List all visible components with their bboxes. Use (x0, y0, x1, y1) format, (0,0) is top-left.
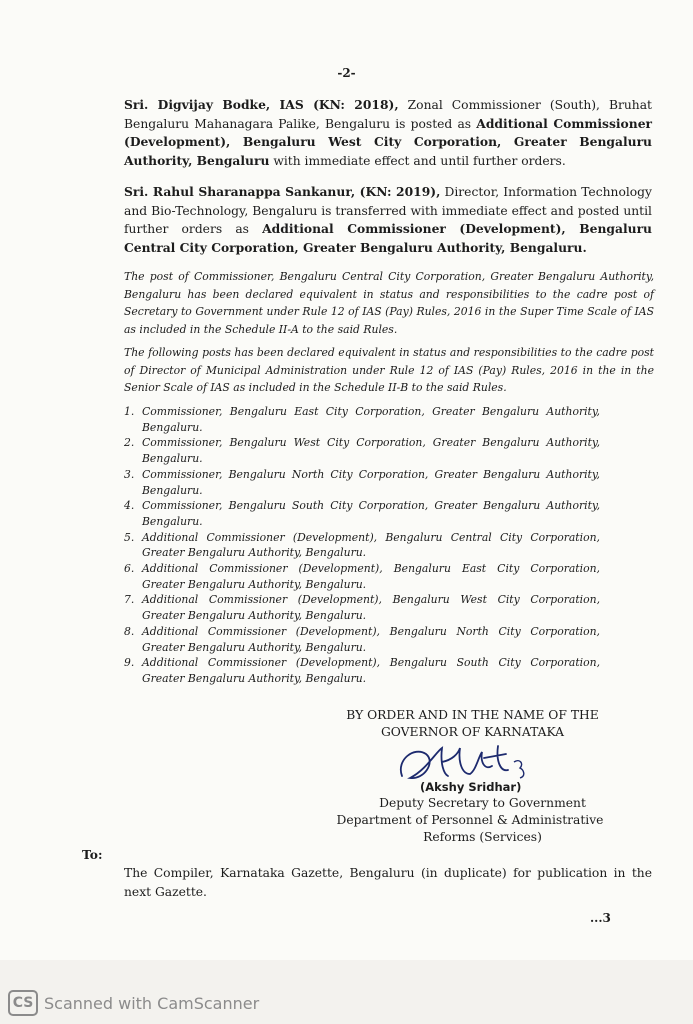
paragraph-equivalence-2: The following posts has been declared equivalent in status and responsibilities to the cadre post of Director of Municipal Administration under Rule 12 of IAS (Pay) Rules, 2016 in the in the Senior Scale of IAS as included in the Schedule II-B to the said Rules. (124, 346, 654, 395)
signatory-designation: Deputy Secretary to Government (379, 796, 586, 810)
list-text: Additional Commissioner (Development), Bengaluru South City Corporation, Greater Bengaluru Authority, Bengaluru. (142, 656, 600, 685)
paragraph-text: Zonal Commissioner (South), Bruhat Bengaluru Mahanagara Palike, Bengaluru is posted as (124, 98, 652, 131)
to-label: To: (82, 847, 103, 862)
signatory-department-2: Reforms (Services) (423, 830, 542, 844)
list-text: Additional Commissioner (Development), Bengaluru North City Corporation, Greater Bengaluru Authority, Bengaluru. (142, 624, 600, 654)
list-number: 2. (124, 436, 135, 450)
camscanner-watermark (8, 990, 259, 1016)
posts-list (120, 404, 600, 687)
list-item (120, 435, 600, 466)
posting-title: Additional Commissioner (Development), Bengaluru Central City Corporation, Greater Bengaluru Authority, Bengaluru. (124, 221, 652, 255)
paragraph-text: with immediate effect and until further orders. (269, 153, 566, 168)
list-text: Commissioner, Bengaluru North City Corporation, Greater Bengaluru Authority, Bengaluru. (142, 467, 600, 497)
list-item (120, 655, 600, 686)
list-text: Commissioner, Bengaluru West City Corporation, Greater Bengaluru Authority, Bengaluru. (142, 436, 600, 466)
list-number: 5. (124, 530, 135, 544)
paragraph-equivalence-1: The post of Commissioner, Bengaluru Central City Corporation, Greater Bengaluru Authority, Bengaluru has been declared equivalent in status and responsibilities to the cadre post of Secretary to Government under Rule 12 of IAS (Pay) Rules, 2016 in the Super Time Scale of IAS as included in the Schedule II-A to the said Rules. (124, 270, 654, 336)
camscanner-logo-icon: CS (8, 990, 38, 1016)
paragraph-posting-1 (82, 96, 652, 170)
watermark-text: Scanned with CamScanner (44, 993, 260, 1013)
continuation-marker: ...3 (590, 911, 611, 925)
list-item (120, 498, 600, 529)
signatory-department-1: Department of Personnel & Administrative (336, 813, 604, 827)
list-item (120, 592, 600, 623)
list-number: 1. (124, 405, 135, 418)
list-number: 8. (124, 624, 135, 638)
list-item (120, 467, 600, 498)
list-text: Additional Commissioner (Development), Bengaluru East City Corporation, Greater Bengaluru Authority, Bengaluru. (142, 562, 600, 591)
officer-name: Sri. Rahul Sharanappa Sankanur, (KN: 2019), (124, 184, 441, 199)
list-item (120, 561, 600, 592)
list-item (120, 624, 600, 655)
posting-title: Additional Commissioner (Development), Bengaluru West City Corporation, Greater Bengaluru Authority, Bengaluru (124, 115, 653, 168)
list-number: 6. (124, 562, 135, 576)
list-text: Commissioner, Bengaluru East City Corporation, Greater Bengaluru Authority, Bengaluru. (142, 405, 600, 434)
list-item (120, 404, 600, 435)
list-number: 4. (124, 499, 135, 513)
officer-name: Sri. Digvijay Bodke, IAS (KN: 2018), (124, 97, 399, 112)
order-line-2: GOVERNOR OF KARNATAKA (380, 725, 565, 739)
signatory-name: (Akshy Sridhar) (420, 780, 522, 794)
order-line-1: BY ORDER AND IN THE NAME OF THE (346, 708, 599, 722)
list-text: Additional Commissioner (Development), Bengaluru West City Corporation, Greater Bengaluru Authority, Bengaluru. (142, 593, 600, 623)
list-item (120, 530, 600, 561)
to-recipient: The Compiler, Karnataka Gazette, Bengaluru (in duplicate) for publication in the next Gazette. (124, 866, 652, 899)
list-number: 9. (124, 656, 135, 670)
list-number: 3. (124, 467, 135, 481)
page-number: -2- (337, 66, 356, 80)
list-text: Commissioner, Bengaluru South City Corporation, Greater Bengaluru Authority, Bengaluru. (142, 499, 600, 528)
paragraph-text: Director, Information Technology and Bio-Technology, Bengaluru is transferred with immediate effect and posted until further orders as (124, 185, 652, 237)
paragraph-posting-2 (82, 183, 652, 257)
list-number: 7. (124, 593, 135, 607)
list-text: Additional Commissioner (Development), Bengaluru Central City Corporation, Greater Bengaluru Authority, Bengaluru. (142, 530, 600, 560)
